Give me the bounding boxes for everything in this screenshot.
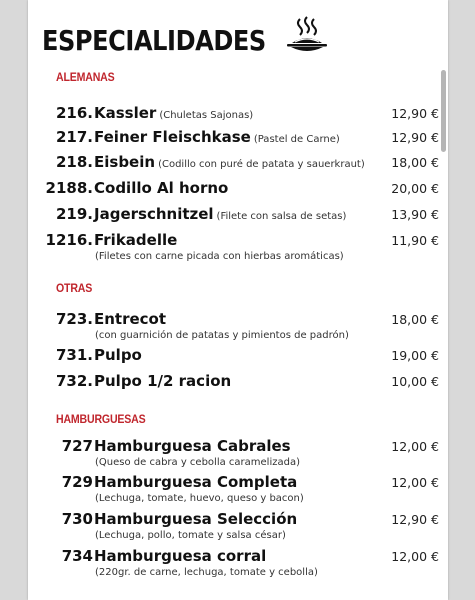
item-name-line <box>94 153 365 171</box>
item-name: Pulpo 1/2 racion <box>94 372 232 390</box>
item-code: 723. <box>55 310 93 328</box>
item-name: Eisbein <box>94 153 156 171</box>
item-price: 12,00 € <box>391 475 439 490</box>
item-description: (Lechuga, tomate, huevo, queso y bacon) <box>95 493 304 504</box>
item-note: (Pastel de Carne) <box>253 134 340 145</box>
section-label: OTRAS <box>56 283 93 295</box>
item-code: 727 <box>61 437 93 455</box>
item-price: 12,90 € <box>391 512 439 527</box>
item-code: 730 <box>61 510 93 528</box>
item-name: Hamburguesa Selección <box>94 510 298 528</box>
item-price: 18,00 € <box>391 312 439 327</box>
item-name: Kassler <box>94 104 157 122</box>
section-label: HAMBURGUESAS <box>56 414 146 426</box>
item-name: Entrecot <box>94 310 167 328</box>
item-description: (Queso de cabra y cebolla caramelizada) <box>95 457 300 468</box>
item-code: 1216. <box>45 231 93 249</box>
item-name-line <box>94 231 177 249</box>
item-price: 13,90 € <box>391 207 439 222</box>
section-label: ALEMANAS <box>56 72 115 84</box>
item-name-line <box>94 547 266 565</box>
item-price: 12,00 € <box>391 439 439 454</box>
item-description: (220gr. de carne, lechuga, tomate y cebolla) <box>95 567 318 578</box>
title-row <box>42 20 302 60</box>
item-price: 20,00 € <box>391 181 439 196</box>
item-name: Frikadelle <box>94 231 178 249</box>
item-price: 11,90 € <box>391 233 439 248</box>
page-title: ESPECIALIDADES <box>42 23 266 57</box>
item-description: (Lechuga, pollo, tomate y salsa césar) <box>95 530 286 541</box>
item-name: Codillo Al horno <box>94 179 229 197</box>
item-name-line <box>94 473 297 491</box>
item-code: 732. <box>55 372 93 390</box>
item-code: 729 <box>61 473 93 491</box>
steaming-dish-icon <box>282 15 332 57</box>
scrollbar[interactable] <box>441 70 446 152</box>
item-name-line <box>94 310 166 328</box>
item-name-line <box>94 205 346 223</box>
item-note: (Chuletas Sajonas) <box>159 110 254 121</box>
item-note: (Filete con salsa de setas) <box>216 211 347 222</box>
menu-page <box>28 0 448 600</box>
item-description: (Filetes con carne picada con hierbas aromáticas) <box>95 251 344 262</box>
item-name: Pulpo <box>94 346 142 364</box>
item-price: 18,00 € <box>391 155 439 170</box>
item-name: Hamburguesa Completa <box>94 473 298 491</box>
item-name: Feiner Fleischkase <box>94 128 251 146</box>
item-name-line <box>94 104 253 122</box>
item-name-line <box>94 128 340 146</box>
item-name: Hamburguesa Cabrales <box>94 437 291 455</box>
item-name: Jagerschnitzel <box>94 205 214 223</box>
item-code: 218. <box>55 153 93 171</box>
item-price: 12,00 € <box>391 549 439 564</box>
item-name-line <box>94 437 291 455</box>
item-name-line <box>94 372 231 390</box>
item-code: 217. <box>55 128 93 146</box>
item-price: 19,00 € <box>391 348 439 363</box>
item-code: 731. <box>55 346 93 364</box>
item-note: (Codillo con puré de patata y sauerkraut) <box>158 159 365 170</box>
item-description: (con guarnición de patatas y pimientos de padrón) <box>95 330 349 341</box>
item-price: 10,00 € <box>391 374 439 389</box>
item-name-line <box>94 179 228 197</box>
item-code: 216. <box>55 104 93 122</box>
item-name-line <box>94 510 297 528</box>
item-name: Hamburguesa corral <box>94 547 267 565</box>
item-code: 219. <box>55 205 93 223</box>
item-name-line <box>94 346 142 364</box>
item-price: 12,90 € <box>391 130 439 145</box>
item-code: 734 <box>61 547 93 565</box>
item-code: 2188. <box>45 179 93 197</box>
item-price: 12,90 € <box>391 106 439 121</box>
